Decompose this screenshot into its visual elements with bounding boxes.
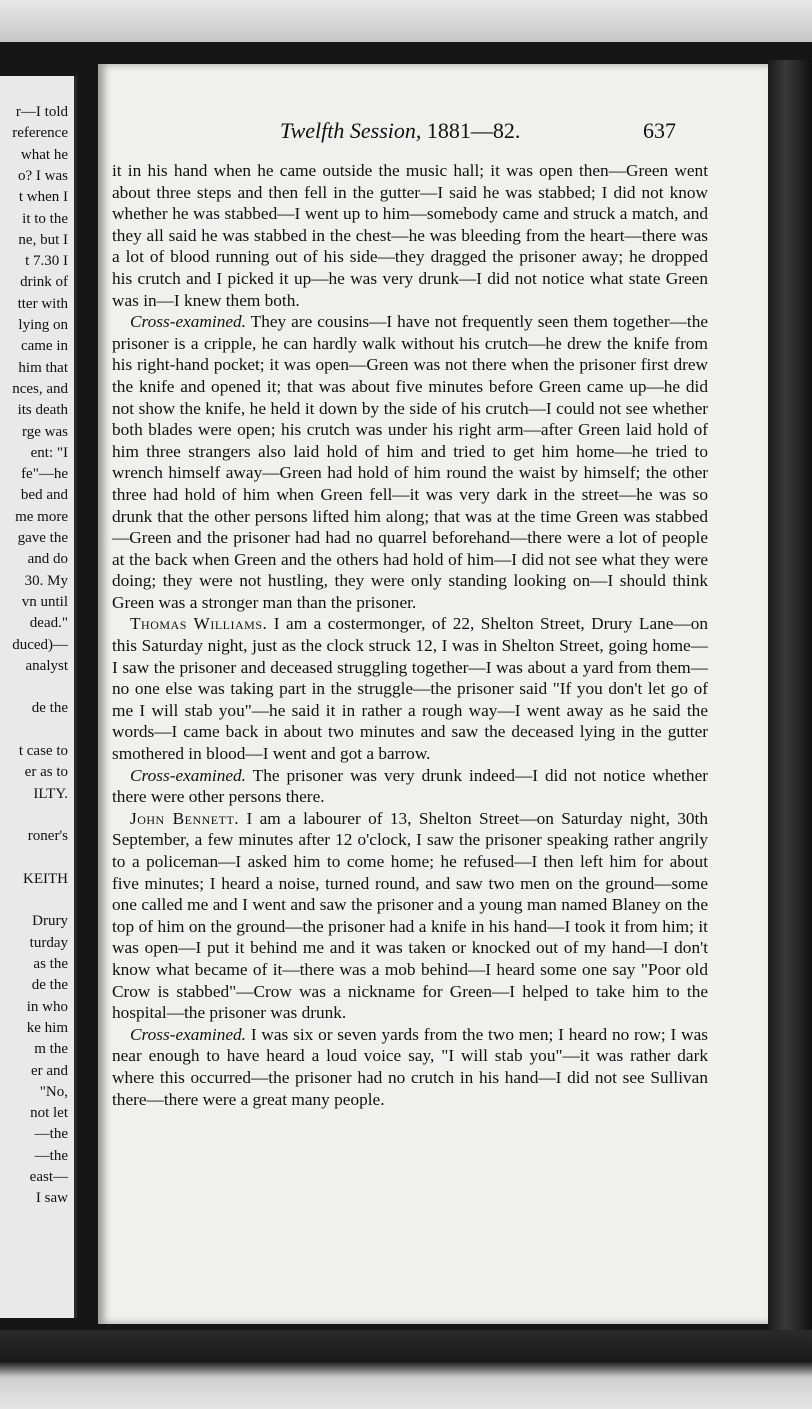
left-page-line: rge was — [22, 423, 68, 440]
left-page-line: ne, but I — [18, 231, 68, 248]
left-page-line: analyst — [25, 657, 68, 674]
left-page-line: came in — [20, 338, 68, 355]
witness-name: John Bennett. — [130, 808, 240, 828]
paragraph-text: it in his hand when he came outside the music hall; it was open then—Green went about three steps and then fell in the gutter—I said he was stabbed; I did not know whether he was stabbed—I went up to him—somebody came and struck a match, and they all said he was stabbed in the chest—he was bleeding from the heart—there was a lot of blood running out of his side—they dragged the prisoner away; he dropped his crutch and I picked it up—he was very drunk—I did not notice what state Green was in—I knew them both. — [112, 161, 708, 310]
left-page-line: drink of — [20, 274, 68, 291]
paragraph — [112, 160, 708, 311]
left-page-line: Drury — [32, 913, 68, 930]
left-page-line: r—I told — [15, 104, 68, 120]
left-page-line: its death — [17, 402, 68, 419]
session-years: 1881—82. — [421, 118, 521, 143]
left-page-line: and do — [27, 551, 68, 568]
left-page-line: ent: "I — [30, 444, 68, 461]
left-page-line: me more — [15, 508, 68, 525]
left-page-line: m the — [34, 1041, 68, 1058]
book-right-edge — [768, 60, 812, 1335]
left-page-line: t case to — [18, 743, 68, 759]
left-page-line: gave the — [17, 530, 68, 546]
paragraph-text: I am a costermonger, of 22, Shelton Street, Drury Lane—on this Saturday night, just as the clock struck 12, I was in Shelton Street, going home—I saw the prisoner and deceased struggling together—I was about a yard from them—no one else was taking part in the struggle—the prisoner said "If you don't let go of me I will stab you"—he said it in rather a rough way—I went away as he said the words—I came back in about two minutes and saw the deceased lying in the gutter smothered in blood—I went and got a barrow. — [112, 614, 708, 764]
paragraph-text: I was six or seven yards from the two men; I heard no row; I was near enough to have heard a loud voice say, "I will stab you"—it was rather dark where this occurred—the prisoner had no crutch in his hand—I did not see Sullivan there—there were a great many people. — [112, 1024, 708, 1109]
session-title — [280, 118, 520, 144]
running-head — [98, 114, 698, 144]
left-page-line: fe"—he — [21, 466, 68, 483]
left-page-line: vn until — [21, 593, 68, 610]
left-page-line: tter with — [17, 295, 68, 312]
left-page-line: in who — [26, 998, 68, 1015]
left-page-line: reference — [12, 125, 68, 142]
paragraph — [112, 808, 708, 1024]
paragraph-lead: Cross-examined. — [130, 312, 246, 332]
witness-name: Thomas Williams. — [130, 614, 268, 634]
left-page-line: it to the — [22, 210, 68, 227]
left-page-line: lying on — [18, 317, 68, 333]
left-page-line: KEITH — [23, 870, 68, 887]
main-page — [98, 64, 768, 1324]
paragraph-text: The prisoner was very drunk indeed—I did not notice whether there were other persons there. — [112, 765, 708, 807]
page-number: 637 — [643, 118, 676, 143]
paragraph — [112, 613, 708, 764]
left-page-line: what he — [20, 146, 68, 163]
paragraph — [112, 765, 708, 808]
left-page-line: east— — [29, 1169, 68, 1185]
left-page-line: him that — [18, 359, 68, 376]
left-page-line: roner's — [27, 828, 68, 845]
left-page-line: turday — [29, 934, 68, 951]
left-page-line: bed and — [20, 487, 68, 504]
left-page-line: —the — [34, 1147, 68, 1164]
left-page-line: nces, and — [12, 380, 68, 397]
paragraph — [112, 1024, 708, 1110]
left-page-line: duced)— — [12, 636, 68, 653]
left-page-line: er as to — [24, 764, 68, 781]
left-page-line: de the — [31, 700, 68, 717]
paragraph-text: I am a labourer of 13, Shelton Street—on Saturday night, 30th September, a few minutes after 12 o'clock, I saw the prisoner speaking rather angrily to a policeman—I asked him to come home; he refused—I then left him for about five minutes; I heard a noise, turned round, and saw two men on the ground—some one called me and I went and saw the prisoner and a young man named Blaney on the top of him on the ground—the prisoner had a knife in his hand—I took it from him; it was open—I put it behind me and it was taken or knocked out of my hand—I don't know what became of it—there was a mob behind—I heard some one say "Poor old Crow is stabbed"—Crow was a nickname for Green—I helped to take him to the hospital—the prisoner was drunk. — [112, 808, 709, 1023]
session-title-italic: Twelfth Session, — [280, 118, 422, 143]
left-page-fragment — [0, 76, 77, 1318]
left-page-line: ke him — [26, 1019, 68, 1036]
left-page-line: as the — [33, 956, 68, 972]
left-page-line: ILTY. — [33, 785, 68, 802]
paragraph-text: They are cousins—I have not frequently seen them together—the prisoner is a cripple, he can hardly walk without his crutch—he drew the knife from his right-hand pocket; it was open—Green was not there when the prisoner first drew the knife and opened it; that was about five minutes before Green came up—he did not show the knife, he held it down by the side of his crutch—I could not see whether both blades were open; his crutch was under his right arm—after Green laid hold of him three strangers also laid hold of him and tried to get him home—he tried to wrench himself away—Green had hold of him round the waist by himself; the other three had hold of him when Green fell—it was very dark in the street—he was so drunk that the other persons lifted him along; that was at the time Green was stabbed—Green and the prisoner had had no quarrel beforehand—there were a lot of people at the back when Green and the others had hold of him—I did not see what they were doing; they were not hustling, they were only standing looking on—I should think Green was a stronger man than the prisoner. — [112, 312, 708, 612]
paragraph-lead: Cross-examined. — [130, 765, 246, 785]
paragraph-lead: Cross-examined. — [130, 1024, 246, 1044]
left-page-line: t 7.30 I — [25, 253, 68, 270]
left-page-line: dead." — [29, 615, 68, 632]
left-page-line: "No, — [39, 1083, 68, 1100]
paragraph — [112, 311, 708, 613]
left-page-line: er and — [30, 1062, 68, 1079]
testimony-text — [112, 160, 708, 1110]
bottom-background — [0, 1330, 812, 1409]
left-page-line: o? I was — [18, 167, 68, 184]
left-page-line: I saw — [35, 1190, 68, 1207]
left-page-line: 30. My — [24, 572, 68, 589]
left-page-line: —the — [34, 1126, 68, 1143]
left-page-line: t when I — [18, 189, 68, 206]
left-page-line: not let — [30, 1105, 68, 1122]
left-page-line: de the — [31, 977, 68, 994]
